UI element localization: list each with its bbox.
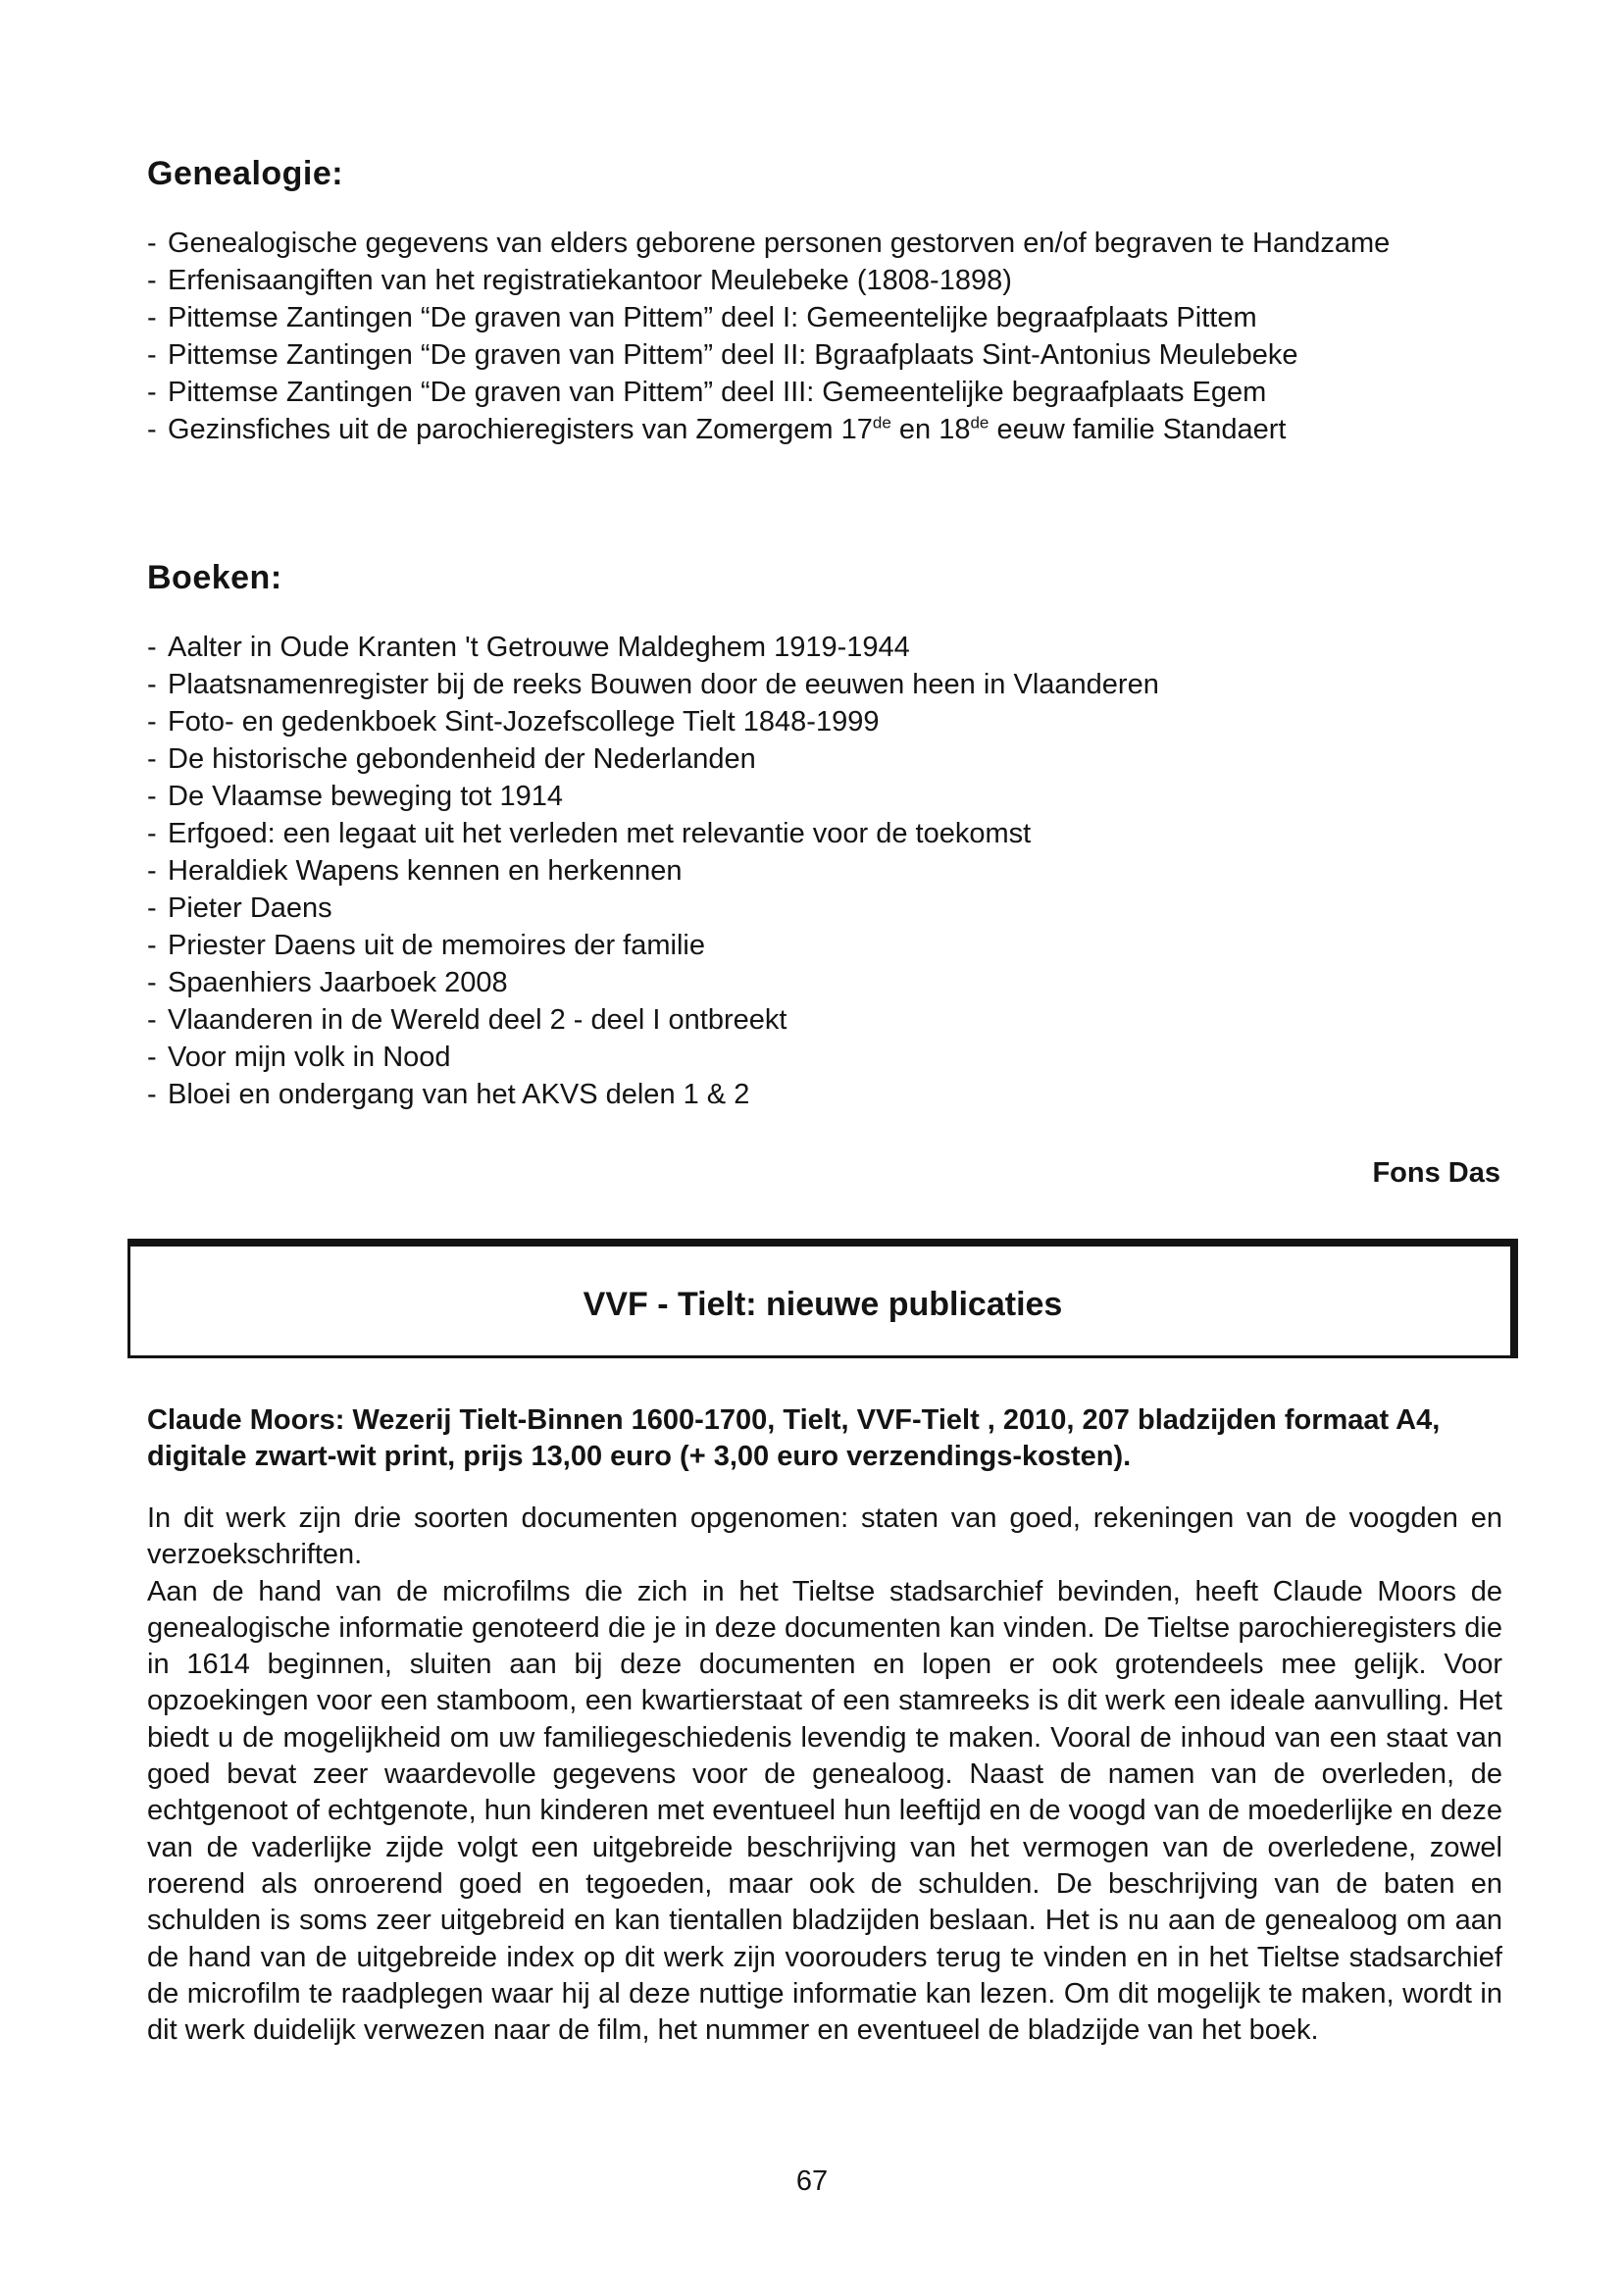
list-item-text: Aalter in Oude Kranten 't Getrouwe Maldeghem 1919-1944 bbox=[168, 632, 910, 663]
list-dash: - bbox=[147, 414, 157, 445]
list-item-text: Bloei en ondergang van het AKVS delen 1 & 2 bbox=[168, 1079, 750, 1110]
list-dash: - bbox=[147, 1079, 157, 1110]
paragraph: Aan de hand van de microfilms die zich in het Tieltse stadsarchief bevinden, heeft Claude Moors de genealogische informatie genoteerd die je in deze documenten kan vinden. De Tieltse parochieregisters die in 1614 beginnen, sluiten aan bij deze documenten en lopen er ook grotendeels mee gelijk. Voor opzoekingen voor een stamboom, een kwartierstaat of een stamreeks is dit werk een ideale aanvulling. Het biedt u de mogelijkheid om uw familiegeschiedenis levendig te maken. Vooral de inhoud van een staat van goed bevat zeer waardevolle gegevens voor de genealoog. Naast de namen van de overleden, de echtgenoot of echtgenote, hun kinderen met eventueel hun leeftijd en de voogd van de moederlijke en deze van de vaderlijke zijde volgt een uitgebreide beschrijving van het vermogen van de overledene, zowel roerend als onroerend goed en tegoeden, maar ook de schulden. De beschrijving van de baten en schulden is soms zeer uitgebreid en kan tientallen bladzijden beslaan. Het is nu aan de genealoog om aan de hand van de uitgebreide index op dit werk zijn voorouders terug te vinden en in het Tieltse stadsarchief de microfilm te raadplegen waar hij al deze nuttige informatie kan lezen. Om dit mogelijk te maken, wordt in dit werk duidelijk verwezen naar de film, het nummer en eventueel de bladzijde van het boek. bbox=[147, 1575, 1502, 2047]
list-item-text: Voor mijn volk in Nood bbox=[168, 1042, 451, 1073]
list-item-text: eeuw familie Standaert bbox=[989, 414, 1287, 445]
list-item-text: en 18 bbox=[890, 414, 971, 445]
list-item-text: Priester Daens uit de memoires der familie bbox=[168, 930, 705, 961]
list-dash: - bbox=[147, 669, 157, 700]
list-item-text: Gezinsfiches uit de parochieregisters van Zomergem 17 bbox=[168, 414, 873, 445]
list-item-text: De Vlaamse beweging tot 1914 bbox=[168, 781, 564, 812]
list-dash: - bbox=[147, 706, 157, 738]
superscript: de bbox=[970, 413, 990, 433]
section-heading-genealogie: Genealogie: bbox=[147, 155, 344, 192]
list-dash: - bbox=[147, 377, 157, 408]
list-item bbox=[147, 666, 1520, 703]
author-signature: Fons Das bbox=[1372, 1157, 1500, 1189]
list-item bbox=[147, 852, 1520, 890]
genealogie-list bbox=[147, 225, 1520, 448]
list-item bbox=[147, 890, 1520, 927]
list-item-text: Pittemse Zantingen “De graven van Pittem” deel III: Gemeentelijke begraafplaats Egem bbox=[168, 377, 1267, 408]
list-item bbox=[147, 740, 1520, 778]
page-number: 67 bbox=[795, 2165, 829, 2197]
superscript: de bbox=[872, 413, 891, 433]
list-item-text: Erfenisaangiften van het registratiekantoor Meulebeke (1808-1898) bbox=[168, 265, 1012, 296]
list-dash: - bbox=[147, 818, 157, 849]
list-item-text: Spaenhiers Jaarboek 2008 bbox=[168, 967, 508, 998]
list-item bbox=[147, 629, 1520, 666]
list-dash: - bbox=[147, 743, 157, 775]
list-item bbox=[147, 1076, 1520, 1113]
section-title-box bbox=[127, 1239, 1518, 1358]
list-item bbox=[147, 374, 1520, 411]
list-item bbox=[147, 336, 1520, 374]
list-item bbox=[147, 299, 1520, 336]
boeken-list bbox=[147, 629, 1520, 1113]
list-item-text: Erfgoed: een legaat uit het verleden met relevantie voor de toekomst bbox=[168, 818, 1032, 849]
section-heading-boeken: Boeken: bbox=[147, 559, 282, 596]
list-item bbox=[147, 703, 1520, 740]
list-dash: - bbox=[147, 339, 157, 371]
list-item-text: Pittemse Zantingen “De graven van Pittem” deel II: Bgraafplaats Sint-Antonius Meulebeke bbox=[168, 339, 1298, 371]
list-item-text: Heraldiek Wapens kennen en herkennen bbox=[168, 855, 683, 887]
list-dash: - bbox=[147, 781, 157, 812]
section-title: VVF - Tielt: nieuwe publicaties bbox=[583, 1286, 1063, 1323]
list-dash: - bbox=[147, 855, 157, 887]
list-item bbox=[147, 815, 1520, 852]
list-item bbox=[147, 1001, 1520, 1039]
list-item-text: Pittemse Zantingen “De graven van Pittem” deel I: Gemeentelijke begraafplaats Pittem bbox=[168, 302, 1257, 333]
list-item bbox=[147, 262, 1520, 299]
list-item bbox=[147, 225, 1520, 262]
list-dash: - bbox=[147, 967, 157, 998]
list-dash: - bbox=[147, 930, 157, 961]
publication-citation: Claude Moors: Wezerij Tielt-Binnen 1600-1700, Tielt, VVF-Tielt , 2010, 207 bladzijden formaat A4, digitale zwart-wit print, prijs 13,00 euro (+ 3,00 euro verzendings-kosten). bbox=[147, 1404, 1441, 1472]
list-item bbox=[147, 1039, 1520, 1076]
list-item-text: Genealogische gegevens van elders geborene personen gestorven en/of begraven te Handzame bbox=[168, 228, 1391, 259]
list-dash: - bbox=[147, 632, 157, 663]
list-item bbox=[147, 411, 1520, 448]
list-dash: - bbox=[147, 1004, 157, 1036]
list-item bbox=[147, 778, 1520, 815]
list-item-text: Vlaanderen in de Wereld deel 2 - deel I ontbreekt bbox=[168, 1004, 787, 1036]
list-dash: - bbox=[147, 892, 157, 924]
list-dash: - bbox=[147, 265, 157, 296]
article-body bbox=[147, 1501, 1502, 2049]
list-item bbox=[147, 927, 1520, 964]
list-dash: - bbox=[147, 1042, 157, 1073]
list-dash: - bbox=[147, 228, 157, 259]
list-item-text: Foto- en gedenkboek Sint-Jozefscollege Tielt 1848-1999 bbox=[168, 706, 880, 738]
list-item-text: De historische gebondenheid der Nederlanden bbox=[168, 743, 756, 775]
paragraph: In dit werk zijn drie soorten documenten opgenomen: staten van goed, rekeningen van de voogden en verzoekschriften. bbox=[147, 1502, 1502, 1571]
list-dash: - bbox=[147, 302, 157, 333]
list-item-text: Pieter Daens bbox=[168, 892, 332, 924]
list-item bbox=[147, 964, 1520, 1001]
list-item-text: Plaatsnamenregister bij de reeks Bouwen door de eeuwen heen in Vlaanderen bbox=[168, 669, 1159, 700]
